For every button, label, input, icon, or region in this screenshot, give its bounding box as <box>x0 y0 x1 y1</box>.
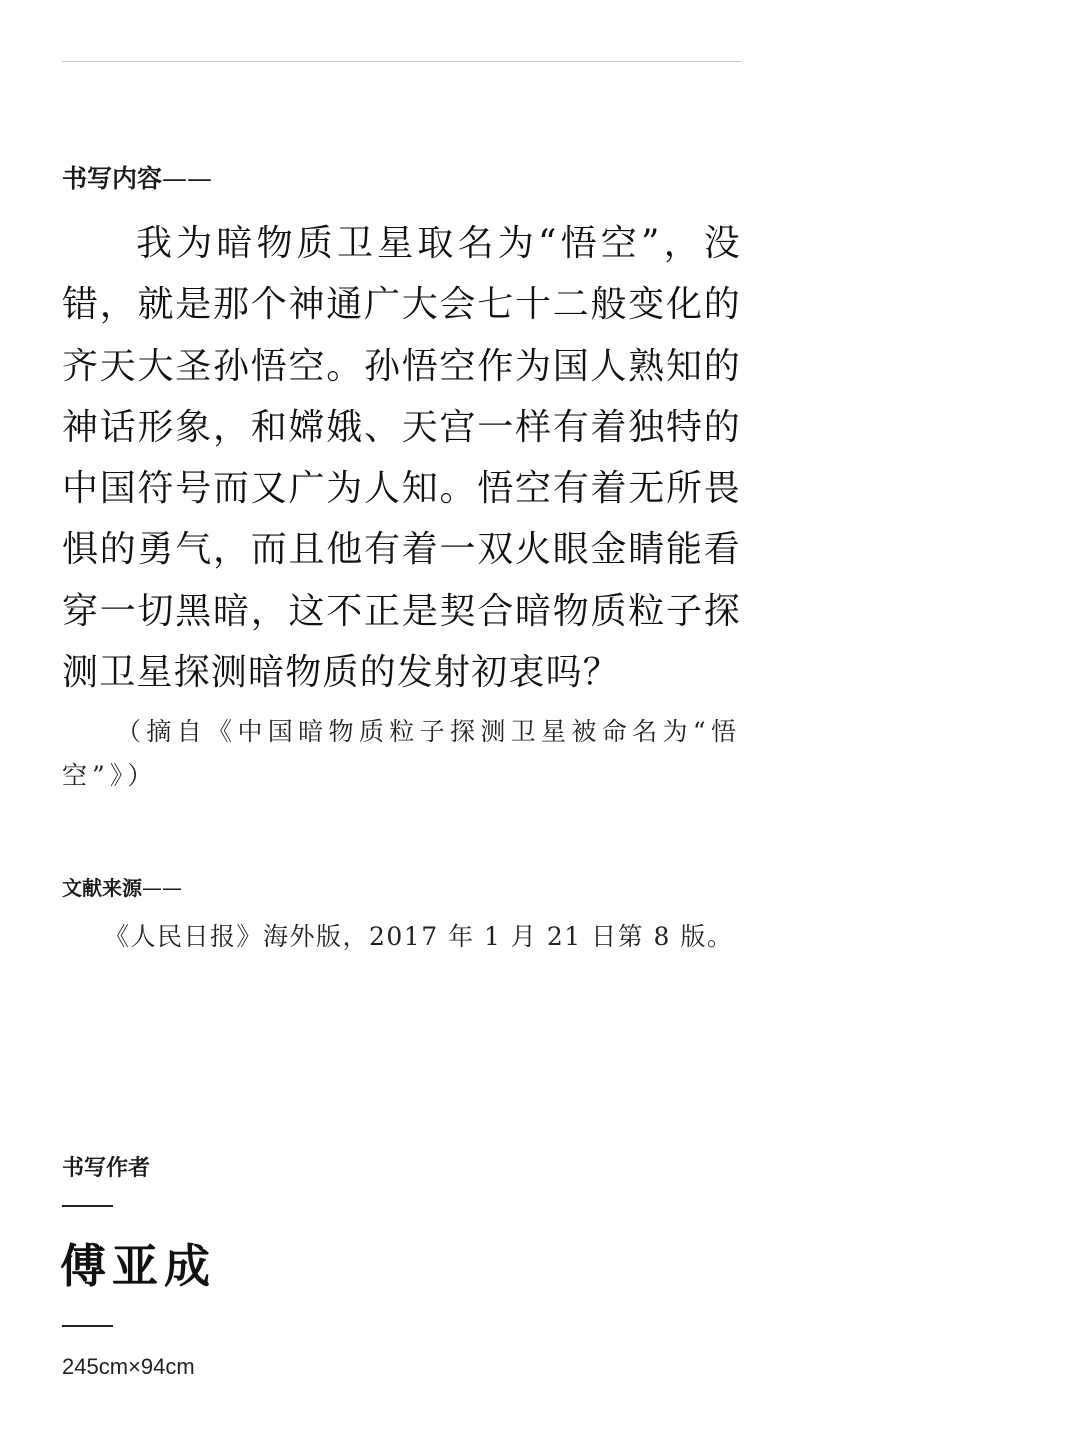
content-body: 我为暗物质卫星取名为“悟空”，没错，就是那个神通广大会七十二般变化的齐天大圣孙悟空。孙悟空作为国人熟知的神话形象，和嫦娥、天宫一样有着独特的中国符号而又广为人知。悟空有着无所畏惧的勇气，而且他有着一双火眼金睛能看穿一切黑暗，这不正是契合暗物质粒子探测卫星探测暗物质的发射初衷吗？ <box>62 223 741 694</box>
source-heading <box>62 874 182 902</box>
content-heading-dash: —— <box>162 164 213 193</box>
top-divider <box>62 61 741 62</box>
author-divider-bottom <box>62 1325 113 1327</box>
source-citation: 《人民日报》海外版，2017 年 1 月 21 日第 8 版。 <box>104 922 734 951</box>
author-name: 傅亚成 <box>60 1239 216 1293</box>
author-divider-top <box>62 1205 113 1207</box>
author-heading: 书写作者 <box>62 1156 151 1181</box>
source-heading-dash: —— <box>142 876 182 900</box>
work-dimensions: 245cm×94cm <box>62 1354 195 1379</box>
content-heading-label: 书写内容 <box>62 164 163 193</box>
excerpt-citation: （摘自《中国暗物质粒子探测卫星被命名为“悟空”》） <box>62 717 741 790</box>
source-heading-label: 文献来源 <box>62 876 142 900</box>
content-heading <box>62 162 212 196</box>
